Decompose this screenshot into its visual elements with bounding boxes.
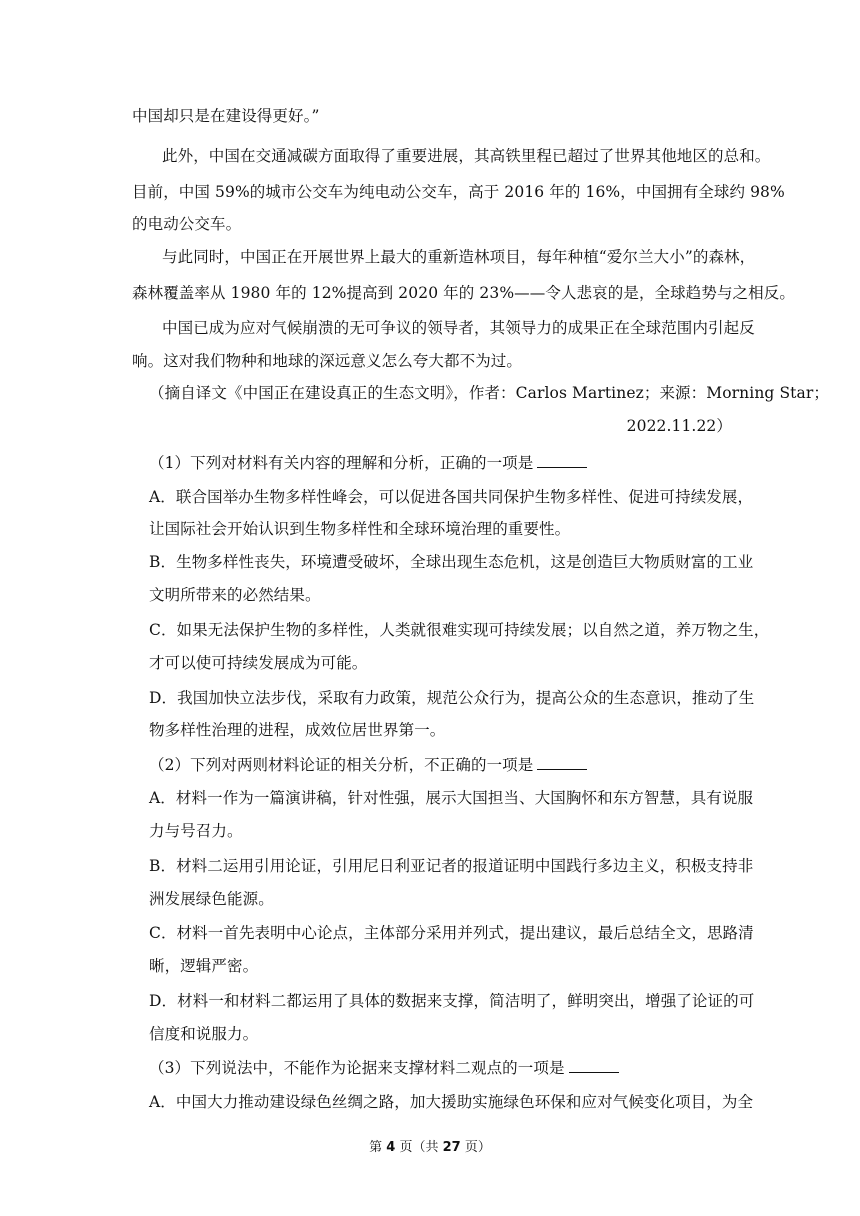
q1-option-a: A．联合国举办生物多样性峰会，可以促进各国共同保护生物多样性、促进可持续发展， [149, 488, 754, 506]
q1-option-c: C．如果无法保护生物的多样性，人类就很难实现可持续发展；以自然之道，养万物之生， [149, 621, 770, 639]
q2-option-c: C．材料一首先表明中心论点，主体部分采用并列式，提出建议，最后总结全文，思路清 [149, 924, 754, 942]
question-1-stem [149, 453, 749, 473]
q2-option-b: B．材料二运用引用论证，引用尼日利亚记者的报道证明中国践行多边主义，积极支持非 [149, 857, 754, 875]
body-line: 此外，中国在交通减碳方面取得了重要进展，其高铁里程已超过了世界其他地区的总和。 [162, 147, 771, 165]
q2-option-d-cont: 信度和说服力。 [149, 1025, 259, 1043]
body-line: 中国已成为应对气候崩溃的无可争议的领导者，其领导力的成果正在全球范围内引起反 [162, 319, 755, 337]
body-line: 的电动公交车。 [132, 215, 242, 233]
body-line: 响。这对我们物种和地球的深远意义怎么夸大都不为过。 [132, 352, 523, 370]
question-text: （3）下列说法中，不能作为论据来支撑材料二观点的一项是 [149, 1059, 565, 1077]
body-line: 中国却只是在建设得更好。” [132, 107, 320, 125]
source-date: 2022.11.22） [626, 417, 732, 435]
question-2-stem [149, 755, 749, 775]
q2-option-c-cont: 晰，逻辑严密。 [149, 957, 259, 975]
footer-suffix: 页） [460, 1140, 491, 1155]
q2-option-d: D．材料一和材料二都运用了具体的数据来支撑，简洁明了，鲜明突出，增强了论证的可 [149, 992, 755, 1010]
answer-blank [537, 453, 587, 468]
source-citation: （摘自译文《中国正在建设真正的生态文明》，作者：Carlos Martinez；来源：Morning Star； [149, 384, 829, 402]
body-line: 森林覆盖率从 1980 年的 12%提高到 2020 年的 23%——令人悲哀的是，全球趋势与之相反。 [132, 284, 795, 302]
body-line: 与此同时，中国正在开展世界上最大的重新造林项目，每年种植“爱尔兰大小”的森林， [162, 248, 756, 266]
q2-option-a: A．材料一作为一篇演讲稿，针对性强，展示大国担当、大国胸怀和东方智慧，具有说服 [149, 789, 754, 807]
q1-option-a-cont: 让国际社会开始认识到生物多样性和全球环境治理的重要性。 [149, 520, 571, 538]
answer-blank [537, 755, 587, 770]
q1-option-b-cont: 文明所带来的必然结果。 [149, 586, 321, 604]
body-line: 目前，中国 59%的城市公交车为纯电动公交车，高于 2016 年的 16%，中国拥有全球约 98% [132, 183, 785, 201]
q2-option-b-cont: 洲发展绿色能源。 [149, 890, 274, 908]
page-number: 4 [386, 1140, 396, 1155]
q2-option-a-cont: 力与号召力。 [149, 822, 243, 840]
q1-option-c-cont: 才可以使可持续发展成为可能。 [149, 654, 368, 672]
question-text: （1）下列对材料有关内容的理解和分析，正确的一项是 [149, 454, 534, 472]
total-pages: 27 [442, 1140, 461, 1155]
page-footer [0, 1139, 860, 1157]
footer-prefix: 第 [369, 1140, 387, 1155]
footer-middle: 页（共 [395, 1140, 443, 1155]
q3-option-a: A．中国大力推动建设绿色丝绸之路，加大援助实施绿色环保和应对气候变化项目，为全 [149, 1093, 754, 1111]
q1-option-d-cont: 物多样性治理的进程，成效位居世界第一。 [149, 721, 446, 739]
q1-option-b: B．生物多样性丧失，环境遭受破坏，全球出现生态危机，这是创造巨大物质财富的工业 [149, 553, 754, 571]
question-3-stem [149, 1058, 749, 1078]
q1-option-d: D．我国加快立法步伐，采取有力政策，规范公众行为，提高公众的生态意识，推动了生 [149, 689, 755, 707]
question-text: （2）下列对两则材料论证的相关分析，不正确的一项是 [149, 756, 534, 774]
answer-blank [569, 1058, 619, 1073]
